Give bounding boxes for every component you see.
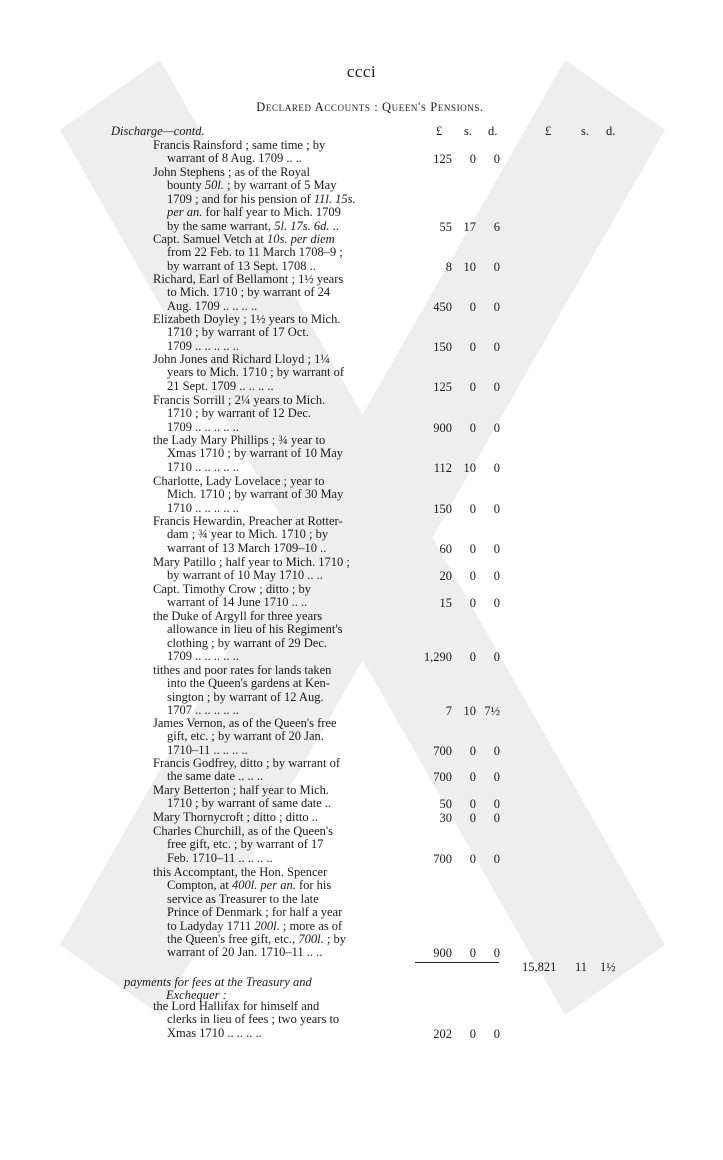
- entry-line: Prince of Denmark ; for half a year: [167, 905, 343, 920]
- amount-shillings: 0: [469, 770, 476, 785]
- entry-line: 1710 .. .. .. .. ..: [167, 500, 239, 515]
- entry-text: [153, 233, 393, 273]
- entry-line: John Stephens ; as of the Royal: [153, 165, 310, 179]
- entry-line: Aug. 1709 .. .. .. ..: [167, 298, 258, 313]
- entry-line: into the Queen's gardens at Ken-: [167, 676, 330, 691]
- entry-line: 1709 .. .. .. .. ..: [167, 338, 239, 353]
- amount-pounds: 202: [433, 1026, 452, 1041]
- entry-line: 21 Sept. 1709 .. .. .. ..: [167, 378, 274, 393]
- amount-shillings: 0: [469, 541, 476, 556]
- amount-pounds: 450: [433, 299, 452, 314]
- entry-line: bounty 50l. ; by warrant of 5 May: [167, 178, 337, 193]
- amount-shillings: 0: [469, 596, 476, 611]
- amount-pence: 0: [493, 650, 500, 665]
- amount-pounds: 150: [433, 501, 452, 516]
- subtotal-rule: [415, 962, 499, 963]
- column-header-pence: d.: [488, 124, 498, 138]
- amount-pounds: 30: [439, 811, 452, 825]
- amount-pence: 0: [493, 379, 500, 394]
- total-pence: 1½: [600, 960, 616, 974]
- amount-pence: 0: [493, 420, 500, 435]
- amount-shillings: 0: [469, 152, 476, 167]
- entry-line: Francis Hewardin, Preacher at Rotter-: [153, 514, 343, 528]
- entry-line: this Accomptant, the Hon. Spencer: [153, 865, 328, 879]
- amount-shillings: 10: [463, 704, 476, 719]
- entry-text: [153, 664, 393, 718]
- total-shillings: 11: [575, 960, 588, 974]
- column-header-shillings-total: s.: [581, 124, 589, 138]
- entry-line: Capt. Timothy Crow ; ditto ; by: [153, 582, 312, 596]
- amount-shillings: 17: [463, 219, 476, 234]
- entry-text: [153, 394, 393, 434]
- amount-shillings: 0: [469, 299, 476, 314]
- entry-line: warrant of 14 June 1710 .. ..: [167, 595, 308, 610]
- amount-pounds: 700: [433, 770, 452, 785]
- amount-pence: 0: [493, 541, 500, 556]
- entry-line: Charles Churchill, as of the Queen's: [153, 824, 333, 838]
- entry-line: 1709 ; and for his pension of 11l. 15s.: [167, 191, 356, 206]
- amount-shillings: 10: [463, 259, 476, 274]
- column-header-pence-total: d.: [606, 124, 616, 138]
- total-pounds: 15,821: [522, 960, 557, 974]
- entry-line: Mary Patillo ; half year to Mich. 1710 ;: [153, 555, 350, 569]
- amount-shillings: 0: [469, 1026, 476, 1041]
- entry-line: James Vernon, as of the Queen's free: [153, 716, 337, 730]
- section-heading-line: payments for fees at the Treasury and: [124, 975, 312, 989]
- entry-text: [153, 610, 393, 664]
- entry-line: 1709 .. .. .. .. ..: [167, 419, 239, 434]
- entry-line: 1710 ; by warrant of same date ..: [167, 796, 332, 811]
- amount-pounds: 125: [433, 152, 452, 167]
- entry-line: 1710–11 .. .. .. ..: [167, 742, 248, 757]
- entry-text: [153, 556, 393, 583]
- column-header-pounds-total: £: [545, 124, 552, 138]
- entry-line: the Duke of Argyll for three years: [153, 609, 323, 623]
- entry-line: Elizabeth Doyley ; 1½ years to Mich.: [153, 312, 341, 326]
- entry-line: Mich. 1710 ; by warrant of 30 May: [167, 487, 344, 502]
- entry-line: gift, etc. ; by warrant of 20 Jan.: [167, 729, 324, 744]
- amount-pence: 0: [493, 501, 500, 516]
- amount-shillings: 0: [469, 797, 476, 812]
- amount-pence: 0: [493, 259, 500, 274]
- entry-text: [153, 784, 393, 811]
- entry-text: [153, 825, 393, 865]
- entry-line: dam ; ¾ year to Mich. 1710 ; by: [167, 527, 329, 542]
- amount-pounds: 900: [433, 420, 452, 435]
- amount-pounds: 112: [433, 460, 452, 475]
- amount-pounds: 700: [433, 743, 452, 758]
- entry-text: [153, 353, 393, 393]
- amount-pounds: 7: [445, 704, 452, 719]
- amount-shillings: 0: [469, 811, 476, 825]
- entry-line: tithes and poor rates for lands taken: [153, 663, 332, 677]
- amount-shillings: 0: [469, 743, 476, 758]
- entry-line: the Lady Mary Phillips ; ¾ year to: [153, 433, 326, 447]
- entry-line: free gift, etc. ; by warrant of 17: [167, 837, 324, 852]
- entry-line: Mary Thornycroft ; ditto ; ditto ..: [153, 810, 319, 824]
- entry-line: 1710 ; by warrant of 12 Dec.: [167, 406, 312, 421]
- entry-line: Francis Sorrill ; 2¼ years to Mich.: [153, 393, 326, 407]
- amount-pence: 0: [493, 596, 500, 611]
- entry-line: Mary Betterton ; half year to Mich.: [153, 783, 329, 797]
- amount-pence: 0: [493, 1026, 500, 1041]
- entry-line: per an. for half year to Mich. 1709: [167, 205, 341, 220]
- amount-pence: 7½: [484, 704, 500, 719]
- entry-line: by warrant of 10 May 1710 .. ..: [167, 568, 323, 583]
- entry-line: Richard, Earl of Bellamont ; 1½ years: [153, 272, 344, 286]
- amount-pence: 0: [493, 770, 500, 785]
- entry-line: the same date .. .. ..: [167, 769, 264, 784]
- entry-text: [153, 475, 393, 515]
- entry-line: to Ladyday 1711 200l. ; more as of: [167, 918, 343, 933]
- entry-line: to Mich. 1710 ; by warrant of 24: [167, 285, 331, 300]
- page-number: ccci: [346, 62, 377, 81]
- entry-line: Xmas 1710 ; by warrant of 10 May: [167, 446, 344, 461]
- entry-line: allowance in lieu of his Regiment's: [167, 622, 343, 637]
- amount-pounds: 1,290: [423, 650, 452, 665]
- entry-text: [153, 273, 393, 313]
- amount-pence: 0: [493, 152, 500, 167]
- amount-pounds: 55: [439, 219, 452, 234]
- amount-shillings: 0: [469, 851, 476, 866]
- amount-pounds: 150: [433, 339, 452, 354]
- amount-pence: 0: [493, 743, 500, 758]
- entry-text: [153, 757, 393, 784]
- entry-line: sington ; by warrant of 12 Aug.: [167, 689, 324, 704]
- entry-line: warrant of 20 Jan. 1710–11 .. ..: [167, 945, 323, 960]
- entry-line: Xmas 1710 .. .. .. ..: [167, 1025, 262, 1040]
- entry-text: [153, 583, 393, 610]
- entry-line: Francis Godfrey, ditto ; by warrant of: [153, 756, 340, 770]
- entry-text: [153, 1000, 393, 1040]
- amount-pounds: 900: [433, 946, 452, 961]
- entry-line: years to Mich. 1710 ; by warrant of: [167, 365, 345, 380]
- entry-line: Charlotte, Lady Lovelace ; year to: [153, 474, 325, 488]
- entry-line: clerks in lieu of fees ; two years to: [167, 1012, 340, 1027]
- amount-pence: 0: [493, 569, 500, 584]
- entry-text: [153, 866, 393, 960]
- entry-text: [153, 811, 393, 824]
- section-heading-line: Exchequer :: [166, 988, 227, 1003]
- amount-pence: 6: [493, 219, 500, 234]
- amount-pence: 0: [493, 339, 500, 354]
- entry-line: clothing ; by warrant of 29 Dec.: [167, 635, 328, 650]
- entry-line: Feb. 1710–11 .. .. .. ..: [167, 850, 273, 865]
- entry-line: 1710 ; by warrant of 17 Oct.: [167, 325, 309, 340]
- amount-pence: 0: [493, 460, 500, 475]
- amount-shillings: 0: [469, 379, 476, 394]
- amount-shillings: 0: [469, 420, 476, 435]
- entry-text: [153, 515, 393, 555]
- amount-shillings: 0: [469, 569, 476, 584]
- amount-shillings: 0: [469, 650, 476, 665]
- amount-shillings: 0: [469, 946, 476, 961]
- entry-text: [153, 434, 393, 474]
- entry-line: by the same warrant, 5l. 17s. 6d. ..: [167, 218, 339, 233]
- amount-pence: 0: [493, 811, 500, 825]
- column-header-pounds: £: [436, 124, 443, 138]
- entry-text: [153, 139, 393, 166]
- entry-line: John Jones and Richard Lloyd ; 1¼: [153, 352, 330, 366]
- column-header-shillings: s.: [464, 124, 472, 138]
- amount-pounds: 15: [439, 596, 452, 611]
- page-title: Declared Accounts : Queen's Pensions.: [256, 100, 484, 114]
- amount-pounds: 20: [439, 569, 452, 584]
- amount-shillings: 10: [463, 460, 476, 475]
- amount-pence: 0: [493, 851, 500, 866]
- entry-line: warrant of 8 Aug. 1709 .. ..: [167, 151, 303, 166]
- amount-pounds: 50: [439, 797, 452, 812]
- entry-text: [153, 166, 393, 233]
- entry-text: [153, 313, 393, 353]
- entry-line: service as Treasurer to the late: [167, 891, 319, 906]
- section-header-discharge: Discharge—contd.: [111, 124, 205, 138]
- amount-pence: 0: [493, 299, 500, 314]
- amount-shillings: 0: [469, 339, 476, 354]
- entry-line: Compton, at 400l. per an. for his: [167, 878, 332, 893]
- entry-line: Francis Rainsford ; same time ; by: [153, 138, 326, 152]
- entry-text: [153, 717, 393, 757]
- section-heading-fees: [124, 976, 312, 1003]
- entry-line: by warrant of 13 Sept. 1708 ..: [167, 258, 316, 273]
- entry-line: 1709 .. .. .. .. ..: [167, 649, 239, 664]
- amount-pounds: 60: [439, 541, 452, 556]
- entry-line: from 22 Feb. to 11 March 1708–9 ;: [167, 245, 343, 260]
- amount-pounds: 125: [433, 379, 452, 394]
- entry-line: 1710 .. .. .. .. ..: [167, 459, 239, 474]
- entry-line: Capt. Samuel Vetch at 10s. per diem: [153, 232, 335, 246]
- amount-pence: 0: [493, 797, 500, 812]
- amount-pounds: 700: [433, 851, 452, 866]
- amount-pence: 0: [493, 946, 500, 961]
- entry-line: the Lord Hallifax for himself and: [153, 999, 320, 1013]
- entry-line: 1707 .. .. .. .. ..: [167, 703, 239, 718]
- amount-shillings: 0: [469, 501, 476, 516]
- entry-line: warrant of 13 March 1709–10 ..: [167, 540, 327, 555]
- entry-line: the Queen's free gift, etc., 700l. ; by: [167, 932, 346, 947]
- amount-pounds: 8: [445, 259, 452, 274]
